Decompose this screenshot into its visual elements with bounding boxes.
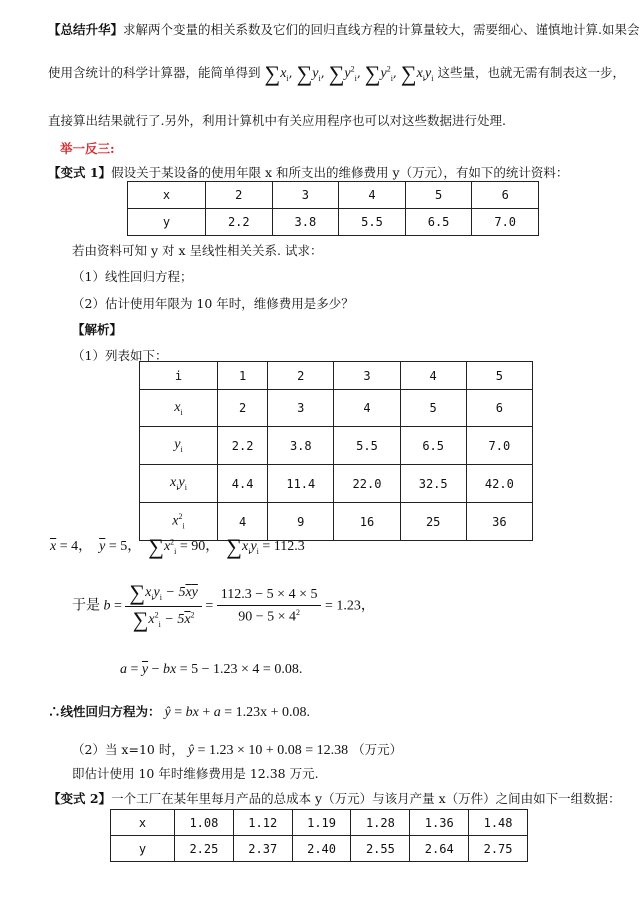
sum-xy: $\sum x_iy_i$ — [400, 61, 434, 86]
sum-y: $\sum y_i$ — [296, 61, 321, 86]
variant-1-table — [127, 181, 539, 236]
sum-y2: $\sum y^2_i$ — [328, 61, 357, 86]
table-row: i 1 2 3 4 5 — [140, 362, 533, 390]
summary-values: $\overline{x} = 4$， $\overline{y} = 5$， $\sum x^2_i = 90$， $\sum x_iy_i = 112.3$ — [50, 534, 305, 559]
linear-relation-text: 若由资料可知 y 对 x 呈线性相关关系. 试求： — [72, 243, 323, 258]
table-row: x 2 3 4 5 6 — [128, 182, 539, 209]
summary-line-3: 直接算出结果就行了.另外，利用计算机中有关应用程序也可以对这些数据进行处理. — [48, 113, 506, 128]
table-row: y 2.2 3.8 5.5 6.5 7.0 — [128, 209, 539, 236]
variant-2-line: 【变式 2】一个工厂在某年里每月产品的总成本 y（万元）与该月产量 x（万件）之间由如下一组数据： — [48, 791, 621, 806]
table-row: x 1.08 1.12 1.19 1.28 1.36 1.48 — [111, 810, 528, 836]
b-formula: 于是 b = $\frac{\sum x_iy_i - 5\overline{x}\overline{y}}{\sum x^2_i - 5\overline{x}^2}$ = $\frac{112.3 - 5 \times 4 \times 5}{90 - 5 \times 4^2}$ = 1.23， — [72, 580, 375, 632]
analysis-label: 【解析】 — [72, 322, 123, 337]
regression-line: ∴线性回归方程为： ŷ = bx + a = 1.23x + 0.08. — [48, 704, 311, 720]
table-row: $y_i$ 2.2 3.8 5.5 6.5 7.0 — [140, 427, 533, 465]
data-table — [139, 361, 533, 541]
table-row: $x_i$ 2 3 4 5 6 — [140, 390, 533, 427]
sum-y2b: $\sum y^2_i$ — [364, 61, 393, 86]
sum-x: $\sum x_i$ — [264, 61, 289, 86]
table-row: $x^2_i$ 4 9 16 25 36 — [140, 503, 533, 541]
question-2: （2）估计使用年限为 10 年时，维修费用是多少？ — [72, 296, 354, 311]
variant-1-line: 【变式 1】假设关于某设备的使用年限 x 和所支出的维修费用 y（万元），有如下的统计资料： — [48, 165, 569, 180]
variant-2-table — [110, 809, 528, 862]
part-2: （2）当 x=10 时， ŷ = 1.23 × 10 + 0.08 = 12.38 （万元） — [72, 742, 403, 758]
estimate-text: 即估计使用 10 年时维修费用是 12.38 万元. — [72, 766, 319, 781]
table-row: y 2.25 2.37 2.40 2.55 2.64 2.75 — [111, 836, 528, 862]
a-formula: $a = \overline{y}$ − bx = 5 − 1.23 × 4 = 0.08. — [120, 662, 303, 677]
part-1-text: （1）列表如下： — [72, 348, 168, 363]
section-title: 举一反三: — [60, 141, 115, 156]
summary-line-2: 使用含统计的科学计算器，能简单得到 $\sum x_i$, $\sum y_i$, $\sum y^2_i$, $\sum y^2_i$, $\sum x_iy_i$ 这些量，也就无需有制表这一步， — [48, 61, 625, 86]
table-row: $x_iy_i$ 4.4 11.4 22.0 32.5 42.0 — [140, 465, 533, 503]
summary-line-1: 【总结升华】求解两个变量的相关系数及它们的回归直线方程的计算量较大，需要细心、谨慎地计算.如果会 — [48, 22, 640, 37]
question-1: （1）线性回归方程； — [72, 269, 193, 284]
